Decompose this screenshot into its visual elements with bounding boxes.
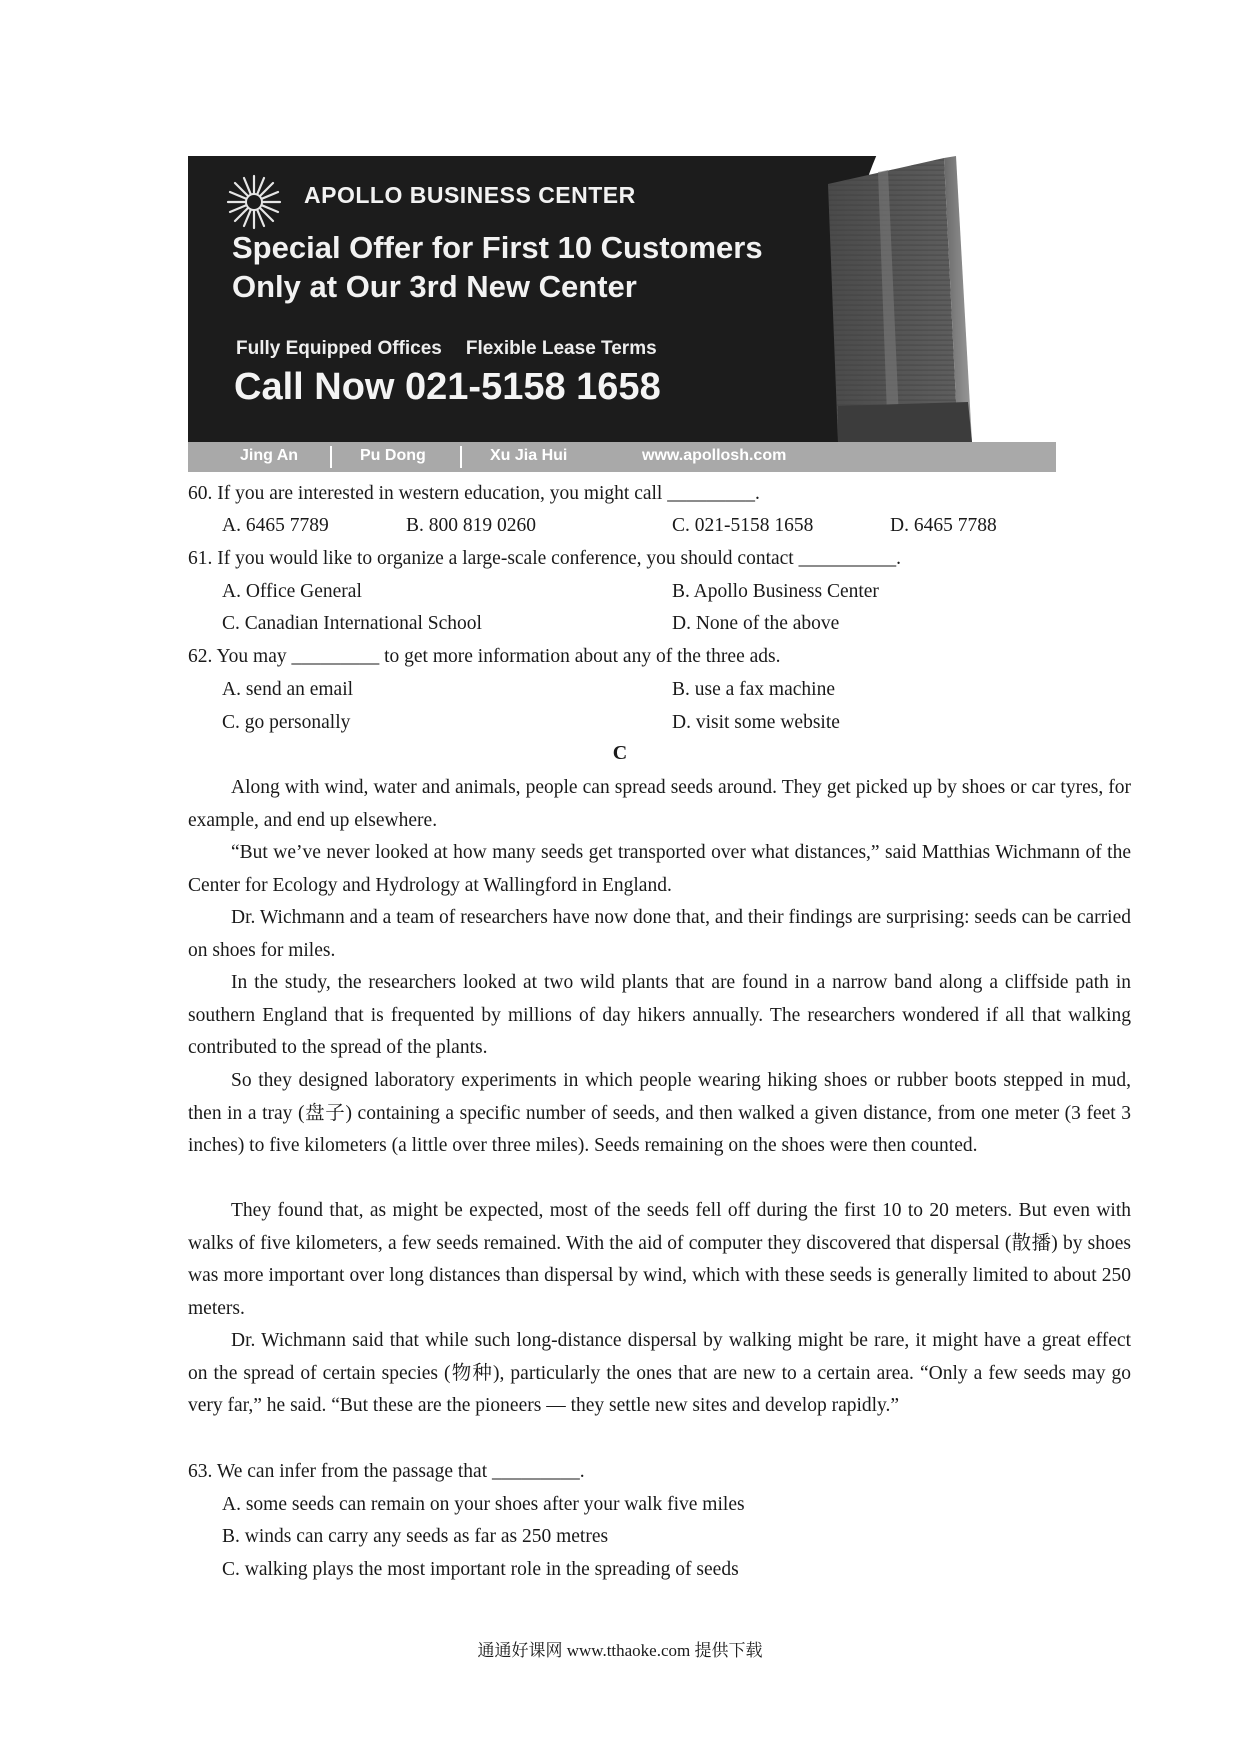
question-62-option-c: C. go personally [222,712,351,733]
passage-paragraph-3: Dr. Wichmann and a team of researchers have now done that, and their findings are surprising: seeds can be carried on shoes for miles. [188,907,1131,961]
question-61-option-a: A. Office General [222,581,362,602]
location-pu-dong: Pu Dong [360,447,426,464]
question-62-option-b: B. use a fax machine [672,679,835,700]
location-jing-an: Jing An [240,447,299,464]
ad-feature-lease: Flexible Lease Terms [465,338,657,359]
passage-paragraph-4: In the study, the researchers looked at two wild plants that are found in a narrow band along a cliffside path in southern England that is frequented by millions of day hikers annually. The researchers wondered if all that walking contributed to the spread of the plants. [188,972,1131,1059]
passage-paragraph-5: So they designed laboratory experiments in which people wearing hiking shoes or rubber boots stepped in mud, then in a tray (盘子) containing a specific number of seeds, and then walked a given distance, from one meter (3 feet 3 inches) to five kilometers (a little over three miles). Seeds remaining on the shoes were then counted. [188,1070,1131,1157]
question-61-stem: 61. If you would like to organize a large-scale conference, you should contact __________. [188,548,901,569]
question-60-option-d: D. 6465 7788 [890,515,997,536]
question-60-option-c: C. 021-5158 1658 [672,515,814,536]
question-62-option-d: D. visit some website [672,712,840,733]
question-62-stem: 62. You may _________ to get more information about any of the three ads. [188,646,781,667]
ad-offer-text [232,228,763,306]
ad-call-now: Call Now 021-5158 1658 [234,366,661,408]
passage-paragraph-1: Along with wind, water and animals, people can spread seeds around. They get picked up by shoes or car tyres, for example, and end up elsewhere. [188,777,1131,831]
question-61-option-c: C. Canadian International School [222,613,482,634]
ad-offer-line-1: Special Offer for First 10 Customers [232,230,763,265]
question-60-option-b: B. 800 819 0260 [406,515,537,536]
ad-dark-panel [188,156,1056,442]
bar-divider [330,446,332,468]
question-62-option-a: A. send an email [222,679,354,700]
question-60-stem: 60. If you are interested in western education, you might call _________. [188,483,760,504]
ad-offer-line-2: Only at Our 3rd New Center [232,269,637,304]
ad-brand-name: APOLLO BUSINESS CENTER [304,182,636,208]
question-63-option-c: C. walking plays the most important role in the spreading of seeds [222,1559,739,1580]
question-63-stem: 63. We can infer from the passage that _________. [188,1461,585,1482]
section-heading-c: C [612,742,628,764]
question-60-option-a: A. 6465 7789 [222,515,329,536]
ad-feature-offices: Fully Equipped Offices [236,338,442,359]
ad-locations-bar [188,442,1056,472]
question-61-option-b: B. Apollo Business Center [672,581,879,602]
bar-divider [460,446,462,468]
passage-paragraph-7: Dr. Wichmann said that while such long-distance dispersal by walking might be rare, it might have a great effect on the spread of certain species (物种), particularly the ones that are new to a certain area. “Only a few seeds may go very far,” he said. “But these are the pioneers — they settle new sites and develop rapidly.” [188,1330,1131,1417]
starburst-icon [226,174,282,230]
passage-paragraph-2: “But we’ve never looked at how many seeds get transported over what distances,” said Matthias Wichmann of the Center for Ecology and Hydrology at Wallingford in England. [188,842,1131,896]
question-61-option-d: D. None of the above [672,613,840,634]
ad-website: www.apollosh.com [642,447,787,464]
ad-features [236,338,657,360]
question-63-option-a: A. some seeds can remain on your shoes after your walk five miles [222,1494,745,1515]
question-63-option-b: B. winds can carry any seeds as far as 250 metres [222,1526,609,1547]
passage-paragraph-6: They found that, as might be expected, most of the seeds fell off during the first 10 to 20 meters. But even with walks of five kilometers, a few seeds remained. With the aid of computer they discovered that dispersal (散播) by shoes was more important over long distances than dispersal by wind, which with these seeds is generally limited to about 250 meters. [188,1200,1131,1319]
location-xu-jia-hui: Xu Jia Hui [490,447,568,464]
apollo-ad-banner [188,156,1056,472]
page-footer: 通通好课网 www.tthaoke.com 提供下载 [477,1641,763,1660]
